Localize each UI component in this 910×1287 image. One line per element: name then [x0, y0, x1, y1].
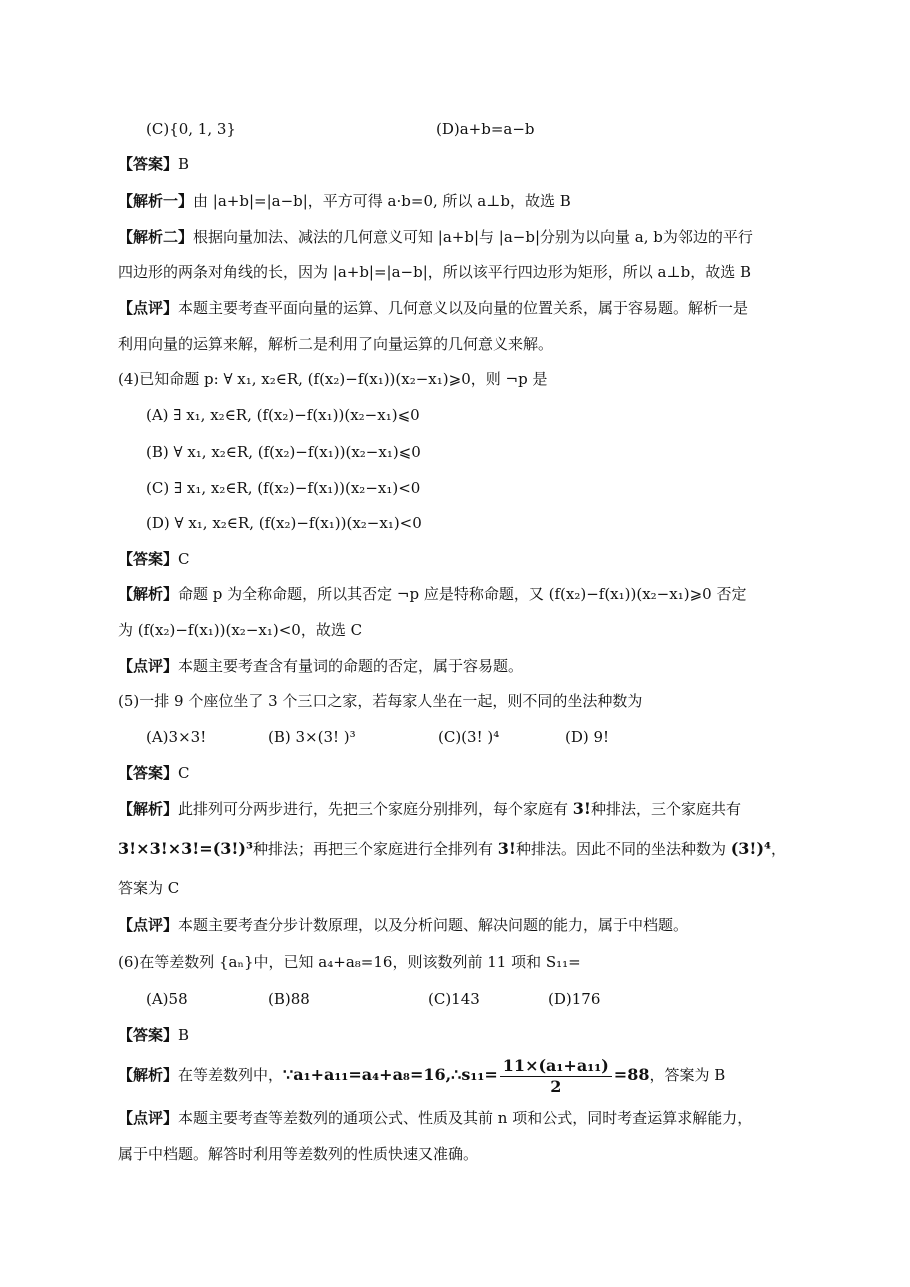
- q6-option-a: (A)58: [146, 990, 188, 1008]
- q5-stem: (5)一排 9 个座位坐了 3 个三口之家，若每家人坐在一起，则不同的坐法种数为: [118, 692, 643, 710]
- q3-comment-line1: [118, 297, 748, 319]
- analysis-tag: 【解析】: [118, 800, 179, 818]
- sum-fraction: [500, 1056, 612, 1097]
- answer-tag: 【答案】: [118, 550, 179, 568]
- answer-text: C: [178, 764, 190, 782]
- q6-comment-line2: 属于中档题。解答时利用等差数列的性质快速又准确。: [118, 1145, 479, 1163]
- comment-text: 本题主要考查平面向量的运算、几何意义以及向量的位置关系，属于容易题。解析一是: [178, 299, 749, 317]
- q5-option-b: (B) 3×(3! )³: [268, 728, 356, 746]
- factorial-power: (3!)⁴: [730, 839, 772, 858]
- q5-option-d: (D) 9!: [565, 728, 610, 746]
- factorial-product: 3!×3!×3!=(3!)³: [118, 839, 253, 858]
- analysis-text: ，: [771, 840, 787, 858]
- fraction-numerator: 11×(a₁+a₁₁): [500, 1056, 612, 1077]
- q3-option-c: (C){0, 1, 3}: [146, 120, 236, 138]
- q4-option-a: (A) ∃ x₁, x₂∈R, (f(x₂)−f(x₁))(x₂−x₁)⩽0: [146, 406, 420, 424]
- q4-option-d: (D) ∀ x₁, x₂∈R, (f(x₂)−f(x₁))(x₂−x₁)<0: [146, 514, 422, 532]
- q5-answer: [118, 762, 190, 784]
- answer-tag: 【答案】: [118, 764, 179, 782]
- q5-analysis-line3: 答案为 C: [118, 879, 180, 897]
- answer-text: B: [178, 155, 190, 173]
- q6-option-d: (D)176: [548, 990, 601, 1008]
- q3-answer: [118, 153, 189, 175]
- q3-analysis-two-line1: [118, 226, 753, 248]
- comment-tag: 【点评】: [118, 916, 179, 934]
- q4-analysis-line2: 为 (f(x₂)−f(x₁))(x₂−x₁)<0，故选 C: [118, 621, 363, 639]
- answer-text: B: [178, 1026, 190, 1044]
- factorial-term: 3!: [572, 799, 591, 818]
- analysis-tag: 【解析】: [118, 585, 179, 603]
- comment-text: 本题主要考查含有量词的命题的否定，属于容易题。: [178, 657, 524, 675]
- factorial-term: 3!: [497, 839, 516, 858]
- q5-analysis-line2: [118, 838, 786, 860]
- q6-stem: (6)在等差数列 {aₙ}中，已知 a₄+a₈=16，则该数列前 11 项和 S₁₁=: [118, 953, 581, 971]
- q4-analysis-line1: [118, 583, 746, 605]
- analysis-text: 种排法，三个家庭共有: [590, 800, 741, 818]
- q6-option-c: (C)143: [428, 990, 480, 1008]
- q4-stem: (4)已知命题 p: ∀ x₁, x₂∈R, (f(x₂)−f(x₁))(x₂−x₁)⩾0，则 ¬p 是: [118, 370, 548, 388]
- comment-text: 本题主要考查分步计数原理，以及分析问题、解决问题的能力，属于中档题。: [178, 916, 689, 934]
- comment-tag: 【点评】: [118, 299, 179, 317]
- sum-formula: ∵a₁+a₁₁=a₄+a₈=16,∴s₁₁=: [283, 1065, 498, 1084]
- analysis-text: 根据向量加法、减法的几何意义可知 |a+b|与 |a−b|分别为以向量 a, b为邻边的平行: [193, 228, 753, 246]
- sum-result: =88: [613, 1065, 650, 1084]
- comment-text: 本题主要考查等差数列的通项公式、性质及其前 n 项和公式，同时考查运算求解能力，: [178, 1109, 753, 1127]
- analysis-text: 种排法；再把三个家庭进行全排列有: [253, 840, 498, 858]
- q4-option-c: (C) ∃ x₁, x₂∈R, (f(x₂)−f(x₁))(x₂−x₁)<0: [146, 479, 421, 497]
- analysis-text: 命题 p 为全称命题，所以其否定 ¬p 应是特称命题，又 (f(x₂)−f(x₁))(x₂−x₁)⩾0 否定: [178, 585, 747, 603]
- analysis-tag: 【解析一】: [118, 192, 194, 210]
- q6-analysis: [118, 1053, 725, 1097]
- comment-tag: 【点评】: [118, 1109, 179, 1127]
- q4-answer: [118, 548, 190, 570]
- analysis-text: 在等差数列中，: [178, 1066, 284, 1084]
- fraction-denominator: 2: [550, 1076, 562, 1096]
- q6-option-b: (B)88: [268, 990, 310, 1008]
- q5-analysis-line1: [118, 798, 741, 820]
- answer-tag: 【答案】: [118, 1026, 179, 1044]
- q5-option-a: (A)3×3!: [146, 728, 207, 746]
- analysis-text: ，答案为 B: [649, 1066, 726, 1084]
- analysis-tag: 【解析二】: [118, 228, 194, 246]
- q6-answer: [118, 1024, 189, 1046]
- q3-option-d: (D)a+b=a−b: [436, 120, 535, 138]
- analysis-text: 此排列可分两步进行，先把三个家庭分别排列，每个家庭有: [178, 800, 573, 818]
- q4-option-b: (B) ∀ x₁, x₂∈R, (f(x₂)−f(x₁))(x₂−x₁)⩽0: [146, 443, 421, 461]
- analysis-text: 种排法。因此不同的坐法种数为: [515, 840, 731, 858]
- q4-comment: [118, 655, 523, 677]
- q3-analysis-two-line2: 四边形的两条对角线的长，因为 |a+b|=|a−b|，所以该平行四边形为矩形，所以 a⊥b，故选 B: [118, 263, 751, 281]
- q5-option-c: (C)(3! )⁴: [438, 728, 500, 746]
- comment-tag: 【点评】: [118, 657, 179, 675]
- analysis-tag: 【解析】: [118, 1066, 179, 1084]
- q3-analysis-one: [118, 190, 571, 212]
- q3-comment-line2: 利用向量的运算来解，解析二是利用了向量运算的几何意义来解。: [118, 335, 554, 353]
- analysis-text: 由 |a+b|=|a−b|，平方可得 a·b=0, 所以 a⊥b，故选 B: [193, 192, 571, 210]
- answer-text: C: [178, 550, 190, 568]
- answer-tag: 【答案】: [118, 155, 179, 173]
- q6-comment-line1: [118, 1107, 752, 1129]
- q5-comment: [118, 914, 688, 936]
